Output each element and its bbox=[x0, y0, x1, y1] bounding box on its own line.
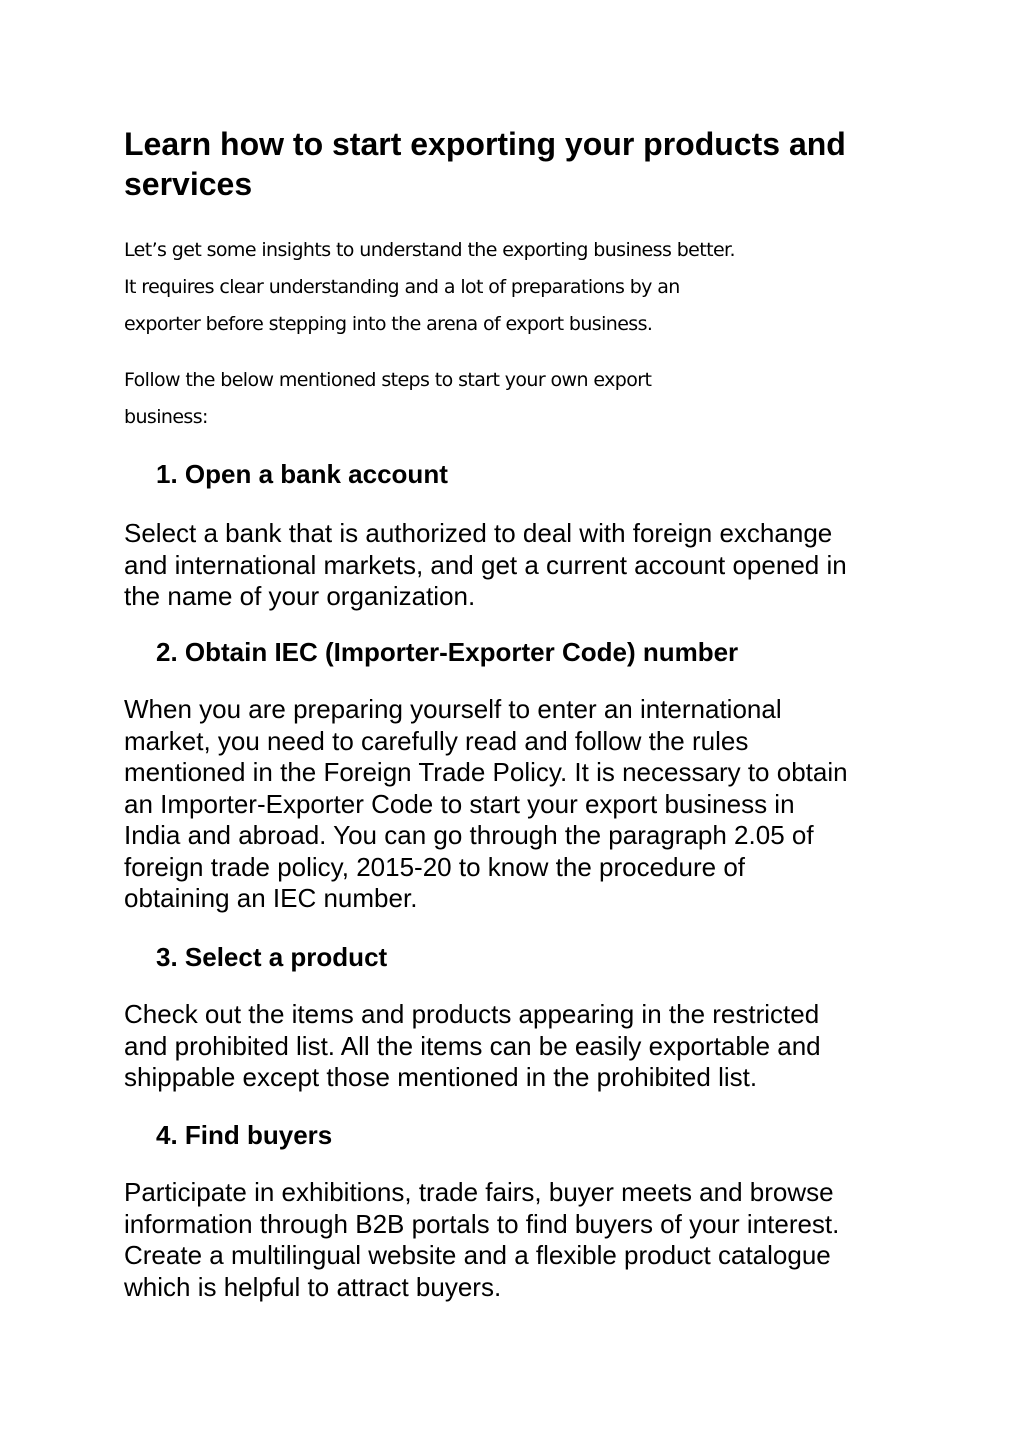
body-line: mentioned in the Foreign Trade Policy. It is necessary to obtain bbox=[124, 757, 848, 787]
body-line: obtaining an IEC number. bbox=[124, 883, 418, 913]
body-line: Participate in exhibitions, trade fairs, buyer meets and browse bbox=[124, 1177, 834, 1207]
intro-paragraph-steps bbox=[124, 362, 924, 436]
body-line: Check out the items and products appearing in the restricted bbox=[124, 999, 820, 1029]
body-line: information through B2B portals to find buyers of your interest. bbox=[124, 1208, 840, 1239]
body-line: and international markets, and get a current account opened in bbox=[124, 549, 847, 580]
step-body-open-bank-account bbox=[124, 518, 914, 613]
body-line: When you are preparing yourself to enter an international bbox=[124, 694, 782, 724]
step-body-select-product bbox=[124, 999, 914, 1094]
intro-line: It requires clear understanding and a lot of preparations by an bbox=[124, 276, 680, 298]
body-line: Select a bank that is authorized to deal with foreign exchange bbox=[124, 518, 833, 548]
body-line: the name of your organization. bbox=[124, 581, 476, 611]
step-heading-open-bank-account: 1. Open a bank account bbox=[156, 459, 448, 489]
page-title: Learn how to start exporting your products and services bbox=[124, 126, 846, 202]
intro-line: business: bbox=[124, 406, 208, 428]
intro-line: Follow the below mentioned steps to start your own export bbox=[124, 369, 652, 391]
body-line: shippable except those mentioned in the prohibited list. bbox=[124, 1062, 758, 1092]
body-line: market, you need to carefully read and follow the rules bbox=[124, 725, 749, 756]
step-heading-select-product: 3. Select a product bbox=[156, 942, 388, 972]
body-line: an Importer-Exporter Code to start your export business in bbox=[124, 788, 795, 819]
intro-line: Let’s get some insights to understand the exporting business better. bbox=[124, 239, 735, 261]
step-heading-obtain-iec: 2. Obtain IEC (Importer-Exporter Code) number bbox=[156, 637, 739, 667]
intro-paragraph-insights bbox=[124, 232, 924, 343]
body-line: foreign trade policy, 2015-20 to know the procedure of bbox=[124, 851, 746, 882]
step-body-find-buyers bbox=[124, 1177, 914, 1303]
body-line: and prohibited list. All the items can be easily exportable and bbox=[124, 1030, 821, 1061]
step-heading-find-buyers: 4. Find buyers bbox=[156, 1120, 333, 1150]
body-line: which is helpful to attract buyers. bbox=[124, 1271, 502, 1302]
body-line: Create a multilingual website and a flexible product catalogue bbox=[124, 1240, 831, 1270]
body-line: India and abroad. You can go through the paragraph 2.05 of bbox=[124, 820, 814, 850]
step-body-obtain-iec bbox=[124, 694, 914, 915]
intro-line: exporter before stepping into the arena of export business. bbox=[124, 313, 653, 335]
